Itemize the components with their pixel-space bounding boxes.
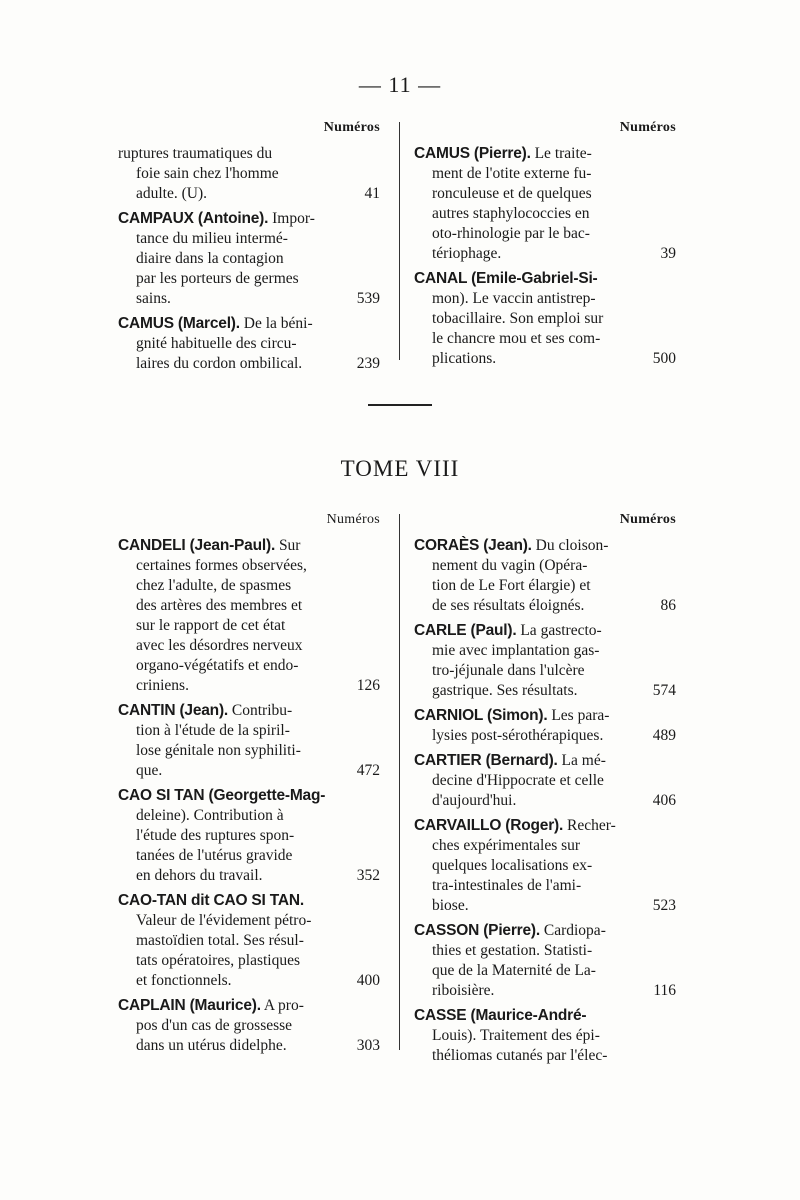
entry-text: Recher- (566, 817, 616, 834)
thesis-number: 400 (356, 972, 380, 989)
entry-text: en dehors du travail. (136, 867, 263, 884)
numeros-header: Numéros (323, 120, 380, 135)
entry-text: diaire dans la contagion (136, 250, 284, 267)
entry-text: plications. (432, 350, 497, 367)
entry-line (414, 329, 676, 349)
entry-line (118, 996, 380, 1016)
entry-line (118, 741, 380, 761)
entry-line (118, 164, 380, 184)
author-name: CAMPAUX (Antoine). (118, 210, 269, 227)
page-number: — 11 — (358, 72, 442, 97)
entry-line (118, 354, 380, 374)
entry-text: pos d'un cas de grossesse (136, 1017, 293, 1034)
entry-line (118, 806, 380, 826)
thesis-number: 523 (652, 897, 676, 914)
entry-text: l'étude des ruptures spon- (136, 827, 295, 844)
thesis-number: 41 (364, 185, 380, 202)
entry-line (414, 751, 676, 771)
entry-text: mon). Le vaccin antistrep- (432, 290, 596, 307)
entry-line (118, 314, 380, 334)
entry-text: et fonctionnels. (136, 972, 232, 989)
entry-line (414, 1026, 676, 1046)
thesis-number: 352 (356, 867, 380, 884)
entry-text: certaines formes observées, (136, 557, 307, 574)
entry-text: lysies post-sérothérapiques. (432, 727, 604, 744)
entry-text: tion de Le Fort élargie) et (432, 577, 591, 594)
entry-text: riboisière. (432, 982, 495, 999)
top-column-divider (399, 122, 400, 360)
entry-text: oto-rhinologie par le bac- (432, 225, 590, 242)
entry-text: ment de l'otite externe fu- (432, 165, 592, 182)
index-entry (414, 269, 676, 369)
entry-text: Sur (278, 537, 301, 554)
index-entry (414, 751, 676, 811)
section-rule (368, 404, 432, 406)
index-entry (118, 701, 380, 781)
entry-text: gnité habituelle des circu- (136, 335, 297, 352)
entry-text: La mé- (561, 752, 606, 769)
entry-text: par les porteurs de germes (136, 270, 299, 287)
entry-line (414, 726, 676, 746)
entry-line (414, 596, 676, 616)
entry-text: d'aujourd'hui. (432, 792, 517, 809)
index-entry (118, 314, 380, 374)
entry-line (118, 971, 380, 991)
thesis-number: 126 (356, 677, 380, 694)
thesis-number: 406 (652, 792, 676, 809)
entry-text: tance du milieu intermé- (136, 230, 288, 247)
entry-line (118, 701, 380, 721)
author-name: CAMUS (Marcel). (118, 315, 240, 332)
entry-line (118, 184, 380, 204)
entry-line (414, 556, 676, 576)
entry-line (414, 791, 676, 811)
entry-line (118, 1036, 380, 1056)
index-entry (414, 621, 676, 701)
entry-text: A pro- (263, 997, 304, 1014)
top-left-column (118, 118, 380, 379)
thesis-number: 39 (660, 245, 676, 262)
author-name: CARVAILLO (Roger). (414, 817, 564, 834)
entry-line (414, 836, 676, 856)
entry-text: lose génitale non syphiliti- (136, 742, 301, 759)
index-entry (118, 144, 380, 204)
author-name: CAO SI TAN (Georgette-Mag- (118, 787, 326, 804)
entry-line (414, 1046, 676, 1066)
entry-line (118, 536, 380, 556)
entry-line (118, 576, 380, 596)
index-entry (414, 921, 676, 1001)
entry-text: mastoïdien total. Ses résul- (136, 932, 304, 949)
entry-text: sur le rapport de cet état (136, 617, 286, 634)
entry-text: quelques localisations ex- (432, 857, 593, 874)
entry-text: tériophage. (432, 245, 502, 262)
entry-line (414, 164, 676, 184)
author-name: CARNIOL (Simon). (414, 707, 548, 724)
entry-line (414, 876, 676, 896)
entry-line (414, 269, 676, 289)
author-name: CANAL (Emile-Gabriel-Si- (414, 270, 598, 287)
thesis-number: 239 (356, 355, 380, 372)
entry-text: Le traite- (534, 145, 592, 162)
entry-text: de ses résultats éloignés. (432, 597, 585, 614)
index-entry (414, 706, 676, 746)
entry-line (414, 921, 676, 941)
entry-text: thies et gestation. Statisti- (432, 942, 593, 959)
entry-text: nement du vagin (Opéra- (432, 557, 588, 574)
entry-line (414, 349, 676, 369)
numeros-header: Numéros (619, 512, 676, 527)
entry-text: Contribu- (231, 702, 293, 719)
author-name: CARLE (Paul). (414, 622, 517, 639)
entry-line (414, 856, 676, 876)
entry-line (414, 981, 676, 1001)
entry-line (118, 1016, 380, 1036)
bottom-column-divider (399, 514, 400, 1050)
entry-line (414, 706, 676, 726)
entry-line (414, 536, 676, 556)
entry-line (118, 289, 380, 309)
entry-line (414, 661, 676, 681)
entry-text: le chancre mou et ses com- (432, 330, 601, 347)
top-right-column (414, 118, 676, 374)
entry-line (414, 184, 676, 204)
author-name: CAMUS (Pierre). (414, 145, 531, 162)
author-name: CANDELI (Jean-Paul). (118, 537, 276, 554)
entry-text: avec les désordres nerveux (136, 637, 303, 654)
entry-line (414, 961, 676, 981)
index-entry (414, 144, 676, 264)
index-entry (118, 209, 380, 309)
entry-line (118, 786, 380, 806)
entry-text: sains. (136, 290, 171, 307)
entry-text: Impor- (272, 210, 315, 227)
entry-line (414, 576, 676, 596)
thesis-number: 489 (652, 727, 676, 744)
entry-text: chez l'adulte, de spasmes (136, 577, 292, 594)
entry-line (414, 244, 676, 264)
entry-text: que de la Maternité de La- (432, 962, 596, 979)
entry-text: tats opératoires, plastiques (136, 952, 300, 969)
entry-text: ruptures traumatiques du (118, 145, 273, 162)
thesis-number: 303 (356, 1037, 380, 1054)
entry-text: mie avec implantation gas- (432, 642, 600, 659)
author-name: CASSON (Pierre). (414, 922, 540, 939)
numeros-header: Numéros (619, 120, 676, 135)
entry-line (118, 334, 380, 354)
entry-text: tobacillaire. Son emploi sur (432, 310, 604, 327)
entry-line (118, 209, 380, 229)
entry-line (414, 896, 676, 916)
entry-text: decine d'Hippocrate et celle (432, 772, 604, 789)
index-entry (414, 536, 676, 616)
thesis-number: 116 (653, 982, 676, 999)
index-entry (118, 786, 380, 886)
entry-line (118, 931, 380, 951)
entry-line (414, 1006, 676, 1026)
tome-title: TOME VIII (340, 456, 460, 481)
entry-line (118, 144, 380, 164)
bottom-right-column (414, 510, 676, 1071)
entry-text: deleine). Contribution à (136, 807, 284, 824)
entry-text: Du cloison- (535, 537, 609, 554)
entry-line (118, 891, 380, 911)
entry-line (118, 761, 380, 781)
thesis-number: 472 (356, 762, 380, 779)
numeros-header: Numéros (326, 512, 380, 527)
entry-line (118, 596, 380, 616)
entry-line (118, 616, 380, 636)
entry-text: ronculeuse et de quelques (432, 185, 592, 202)
entry-text: foie sain chez l'homme (136, 165, 279, 182)
entry-line (414, 681, 676, 701)
entry-line (414, 816, 676, 836)
entry-text: criniens. (136, 677, 189, 694)
entry-text: Les para- (551, 707, 610, 724)
thesis-number: 539 (356, 290, 380, 307)
entry-line (118, 866, 380, 886)
entry-line (118, 229, 380, 249)
entry-line (414, 204, 676, 224)
entry-text: tro-jéjunale dans l'ulcère (432, 662, 585, 679)
entry-text: dans un utérus didelphe. (136, 1037, 287, 1054)
entry-text: ches expérimentales sur (432, 837, 581, 854)
entry-text: des artères des membres et (136, 597, 303, 614)
index-entry (414, 1006, 676, 1066)
entry-line (118, 656, 380, 676)
entry-text: biose. (432, 897, 469, 914)
entry-text: théliomas cutanés par l'élec- (432, 1047, 608, 1064)
entry-line (118, 556, 380, 576)
entry-line (118, 951, 380, 971)
index-entry (414, 816, 676, 916)
author-name: CAO-TAN dit CAO SI TAN. (118, 892, 304, 909)
entry-line (414, 941, 676, 961)
entry-text: Louis). Traitement des épi- (432, 1027, 600, 1044)
entry-line (118, 846, 380, 866)
entry-text: laires du cordon ombilical. (136, 355, 303, 372)
author-name: CASSE (Maurice-André- (414, 1007, 587, 1024)
entry-text: que. (136, 762, 163, 779)
index-entry (118, 536, 380, 696)
entry-text: Cardiopa- (543, 922, 606, 939)
entry-line (118, 269, 380, 289)
entry-text: organo-végétatifs et endo- (136, 657, 299, 674)
entry-line (414, 289, 676, 309)
entry-line (414, 309, 676, 329)
entry-text: tion à l'étude de la spiril- (136, 722, 290, 739)
entry-line (118, 676, 380, 696)
author-name: CARTIER (Bernard). (414, 752, 558, 769)
entry-text: autres staphylococcies en (432, 205, 590, 222)
entry-text: Valeur de l'évidement pétro- (136, 912, 312, 929)
entry-text: La gastrecto- (520, 622, 602, 639)
author-name: CAPLAIN (Maurice). (118, 997, 261, 1014)
entry-line (118, 249, 380, 269)
entry-line (414, 224, 676, 244)
author-name: CORAÈS (Jean). (414, 537, 532, 554)
thesis-number: 574 (652, 682, 676, 699)
bottom-left-column (118, 510, 380, 1061)
thesis-number: 500 (652, 350, 676, 367)
entry-line (414, 621, 676, 641)
entry-text: gastrique. Ses résultats. (432, 682, 578, 699)
entry-text: tra-intestinales de l'ami- (432, 877, 582, 894)
entry-line (414, 144, 676, 164)
thesis-number: 86 (660, 597, 676, 614)
entry-text: adulte. (U). (136, 185, 208, 202)
entry-line (118, 721, 380, 741)
entry-text: De la béni- (243, 315, 313, 332)
entry-line (414, 771, 676, 791)
entry-line (118, 826, 380, 846)
entry-text: tanées de l'utérus gravide (136, 847, 293, 864)
author-name: CANTIN (Jean). (118, 702, 229, 719)
index-entry (118, 996, 380, 1056)
entry-line (118, 636, 380, 656)
entry-line (118, 911, 380, 931)
index-entry (118, 891, 380, 991)
entry-line (414, 641, 676, 661)
